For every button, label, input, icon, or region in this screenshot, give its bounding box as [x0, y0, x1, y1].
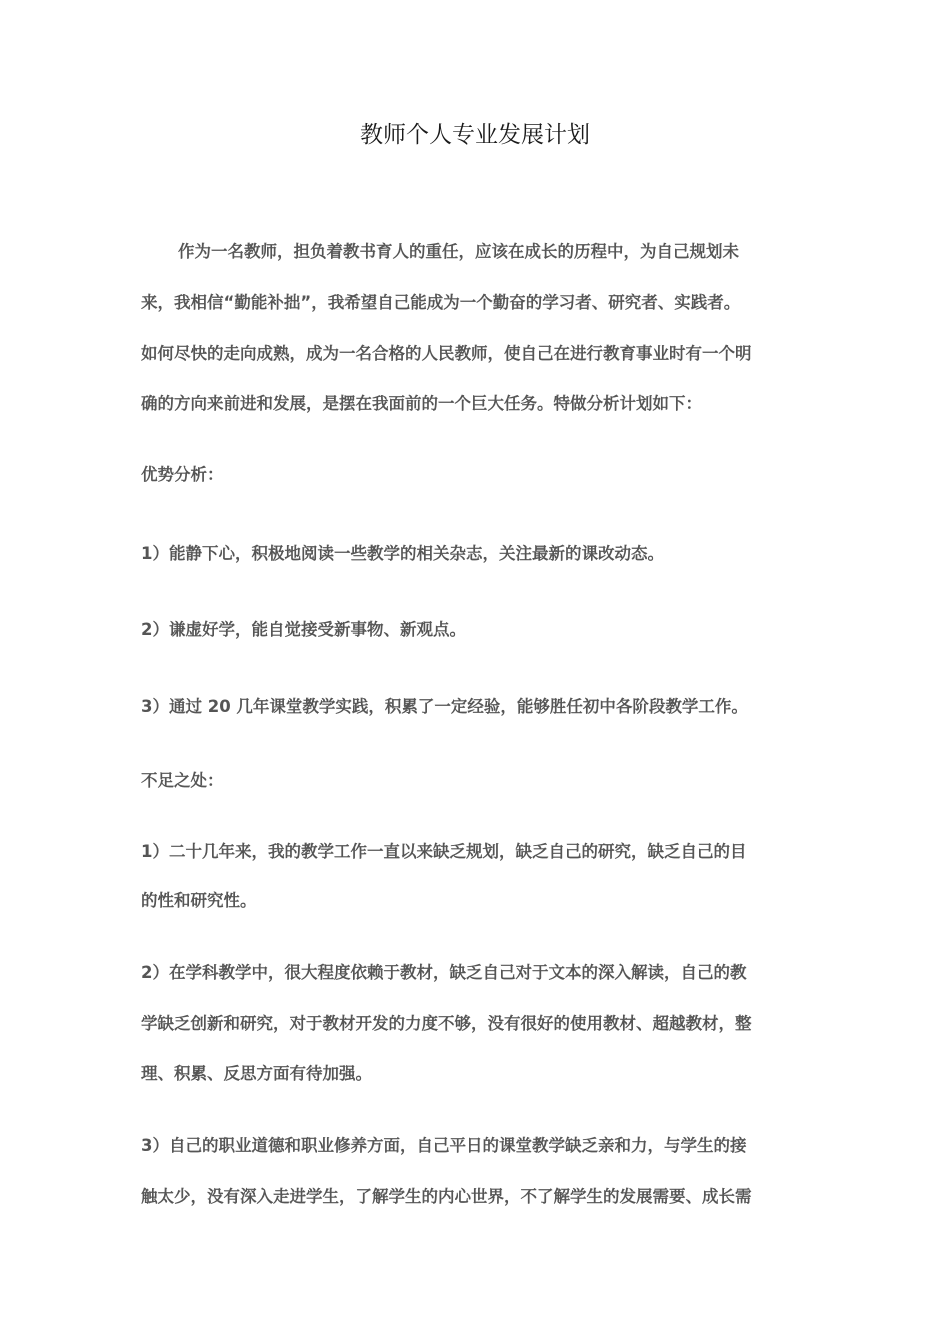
weakness-item-line: 的性和研究性。	[141, 891, 257, 910]
weakness-item-line: 理、积累、反思方面有待加强。	[141, 1064, 372, 1083]
weakness-item-line: 2）在学科教学中，很大程度依赖于教材，缺乏自己对于文本的深入解读，自己的教	[141, 963, 747, 982]
intro-line: 如何尽快的走向成熟，成为一名合格的人民教师，使自己在进行教育事业时有一个明	[141, 344, 752, 363]
strength-item: 2）谦虚好学，能自觉接受新事物、新观点。	[141, 620, 466, 639]
weakness-item-line: 1）二十几年来，我的教学工作一直以来缺乏规划，缺乏自己的研究，缺乏自己的目	[141, 842, 747, 861]
strength-item: 3）通过 20 几年课堂教学实践，积累了一定经验，能够胜任初中各阶段教学工作。	[141, 697, 748, 716]
weakness-item-line: 3）自己的职业道德和职业修养方面，自己平日的课堂教学缺乏亲和力，与学生的接	[141, 1136, 747, 1155]
document-title: 教师个人专业发展计划	[360, 122, 590, 148]
intro-line: 来，我相信“勤能补拙”，我希望自己能成为一个勤奋的学习者、研究者、实践者。	[141, 293, 741, 312]
weakness-item-line: 触太少，没有深入走进学生，了解学生的内心世界，不了解学生的发展需要、成长需	[141, 1187, 752, 1206]
intro-line: 确的方向来前进和发展，是摆在我面前的一个巨大任务。特做分析计划如下：	[141, 394, 702, 413]
strength-item: 1）能静下心，积极地阅读一些教学的相关杂志，关注最新的课改动态。	[141, 544, 664, 563]
strengths-heading: 优势分析：	[141, 465, 224, 484]
weaknesses-heading: 不足之处：	[141, 771, 224, 790]
intro-line: 作为一名教师，担负着教书育人的重任，应该在成长的历程中，为自己规划未	[178, 242, 739, 261]
weakness-item-line: 学缺乏创新和研究，对于教材开发的力度不够，没有很好的使用教材、超越教材，整	[141, 1014, 752, 1033]
